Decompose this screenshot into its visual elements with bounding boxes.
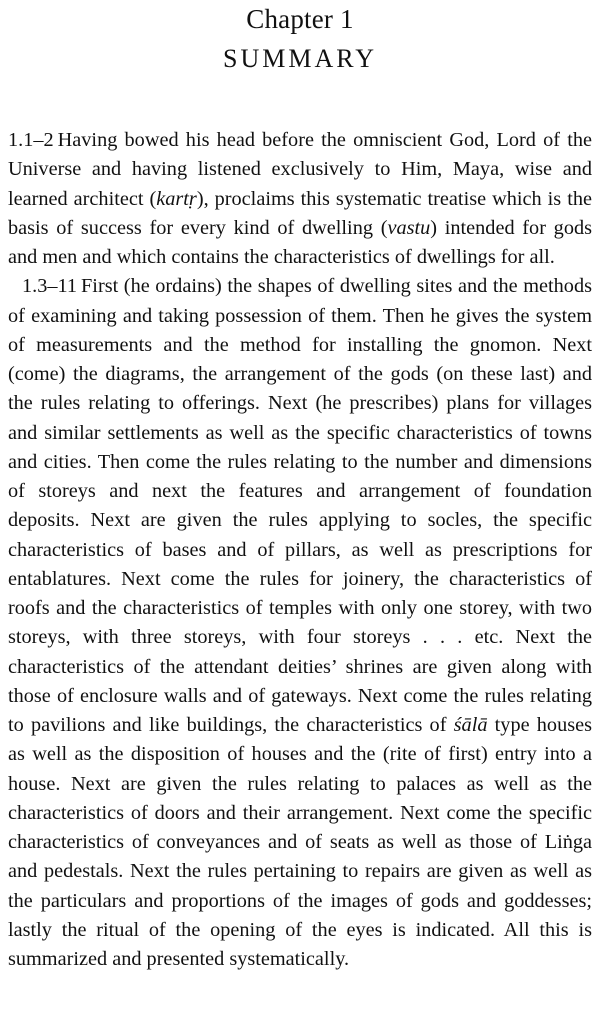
paragraph-text: First (he ordains) the shapes of dwelling sites and the methods of examining and taking possession of them. Then he gives the system of measurements and the method for installing the gnomon. Next (come) the diagrams, the arrangement of the gods (on these last) and the rules relating to offerings. Next (he prescribes) plans for villages and similar settlements as well as the specific characteristics of towns and cities. Then come the rules relating to the number and dimensions of storeys and next the features and arrangement of foundation deposits. Next are given the rules applying to socles, the specific characteristics of bases and of pillars, as well as prescriptions for entablatures. Next come the rules for joinery, the characteristics of roofs and the characteristics of temples with only one storey, with two storeys, with three storeys, with four storeys . . . etc. Next the characteristics of the attendant deities’ shrines are given along with those of enclosure walls and of gateways. Next come the rules relating to pavilions and like buildings, the characteristics of: [8, 275, 592, 736]
italic-term: śālā: [453, 714, 488, 736]
paragraph-text: ) intended for gods and men and which contains the characteristics of dwellings for all.: [8, 216, 592, 268]
italic-term: kartṛ: [156, 187, 197, 210]
paragraph-text: ), proclaims this systematic treatise which is the basis of success for every kind of dwelling (: [8, 187, 592, 239]
paragraph-2: [8, 272, 592, 974]
paragraph-text: type houses as well as the disposition of houses and the (rite of first) entry into a house. Next are given the rules relating to palaces as well as the characteristics of doors and their arrangement. Next come the specific characteristics of conveyances and of seats as well as those of Liṅga and pedestals. Next the rules pertaining to repairs are given as well as the particulars and proportions of the images of gods and goddesses; lastly the ritual of the opening of the eyes is indicated. All this is summarized and presented systematically.: [8, 714, 592, 970]
paragraph-text: Having bowed his head before the omniscient God, Lord of the Universe and having listened exclusively to Him, Maya, wise and learned architect (: [8, 129, 592, 210]
paragraph-1: [8, 126, 592, 272]
italic-term: vastu: [387, 216, 431, 239]
verse-reference: 1.1–2: [8, 129, 54, 151]
verse-reference: 1.3–11: [22, 275, 78, 298]
body-text: [8, 126, 592, 974]
chapter-label: Chapter 1: [246, 4, 354, 34]
chapter-title: SUMMARY: [223, 44, 377, 73]
